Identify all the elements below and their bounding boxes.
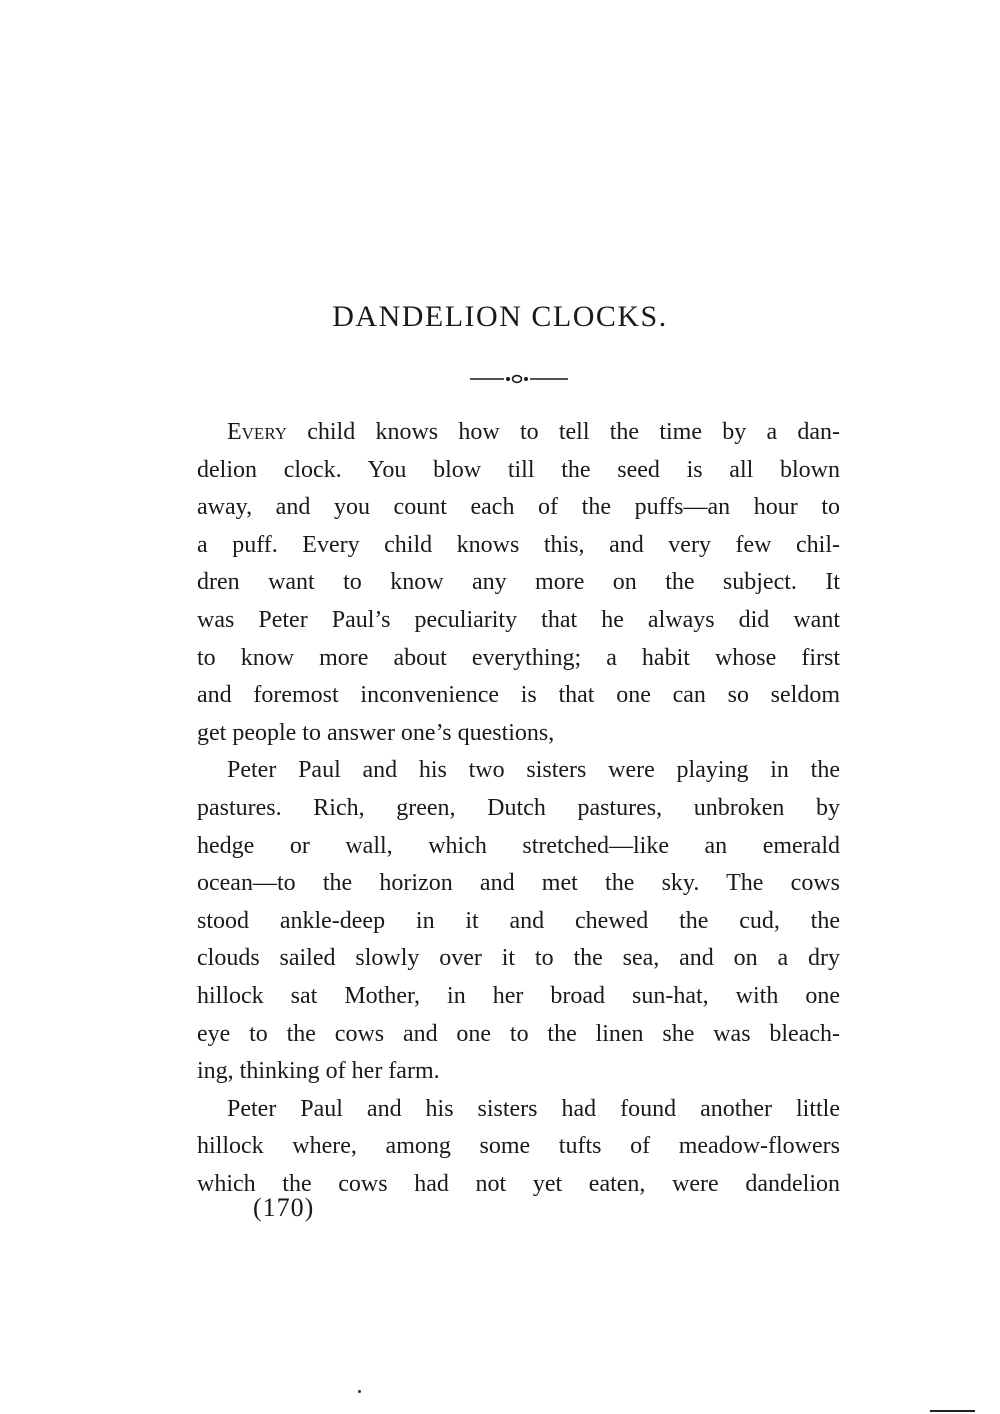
title-ornament [470, 372, 568, 386]
page-number: (170) [253, 1193, 315, 1222]
text-line: and foremost inconvenience is that one can so seldom [197, 682, 840, 709]
chapter-title: DANDELION CLOCKS. [332, 300, 668, 333]
text-line [197, 414, 840, 452]
text-line: hillock where, among some tufts of meadow-flowers [197, 1133, 840, 1160]
text-line: stood ankle-deep in it and chewed the cud, the [197, 907, 840, 934]
text-line: get people to answer one’s questions, [197, 719, 555, 746]
text-line: hedge or wall, which stretched—like an emerald [197, 832, 840, 859]
text-line: to know more about everything; a habit whose first [197, 644, 840, 671]
text-line-rest: child knows how to tell the time by a dan- [287, 419, 840, 445]
text-line: ocean—to the horizon and met the sky. The cows [197, 870, 840, 897]
text-line: which the cows had not yet eaten, were dandelion [197, 1170, 840, 1197]
text-line: dren want to know any more on the subject. It [197, 569, 840, 596]
text-line: ing, thinking of her farm. [197, 1058, 440, 1085]
text-line: eye to the cows and one to the linen she was bleach- [197, 1020, 840, 1047]
text-line: pastures. Rich, green, Dutch pastures, unbroken by [197, 794, 840, 821]
text-line: Peter Paul and his sisters had found another little [227, 1095, 840, 1122]
text-line: away, and you count each of the puffs—an hour to [197, 494, 840, 521]
scan-speck [358, 1390, 361, 1393]
text-line: delion clock. You blow till the seed is all blown [197, 456, 840, 483]
text-line: Peter Paul and his two sisters were playing in the [227, 757, 840, 784]
text-line: clouds sailed slowly over it to the sea, and on a dry [197, 945, 840, 972]
chapter-body [197, 414, 840, 1203]
scan-edge-mark [930, 1410, 975, 1412]
text-line: hillock sat Mother, in her broad sun-hat, with one [197, 982, 840, 1009]
text-line: was Peter Paul’s peculiarity that he always did want [197, 606, 840, 633]
lead-word: Every [227, 419, 287, 445]
text-line: a puff. Every child knows this, and very few chil- [197, 531, 840, 558]
